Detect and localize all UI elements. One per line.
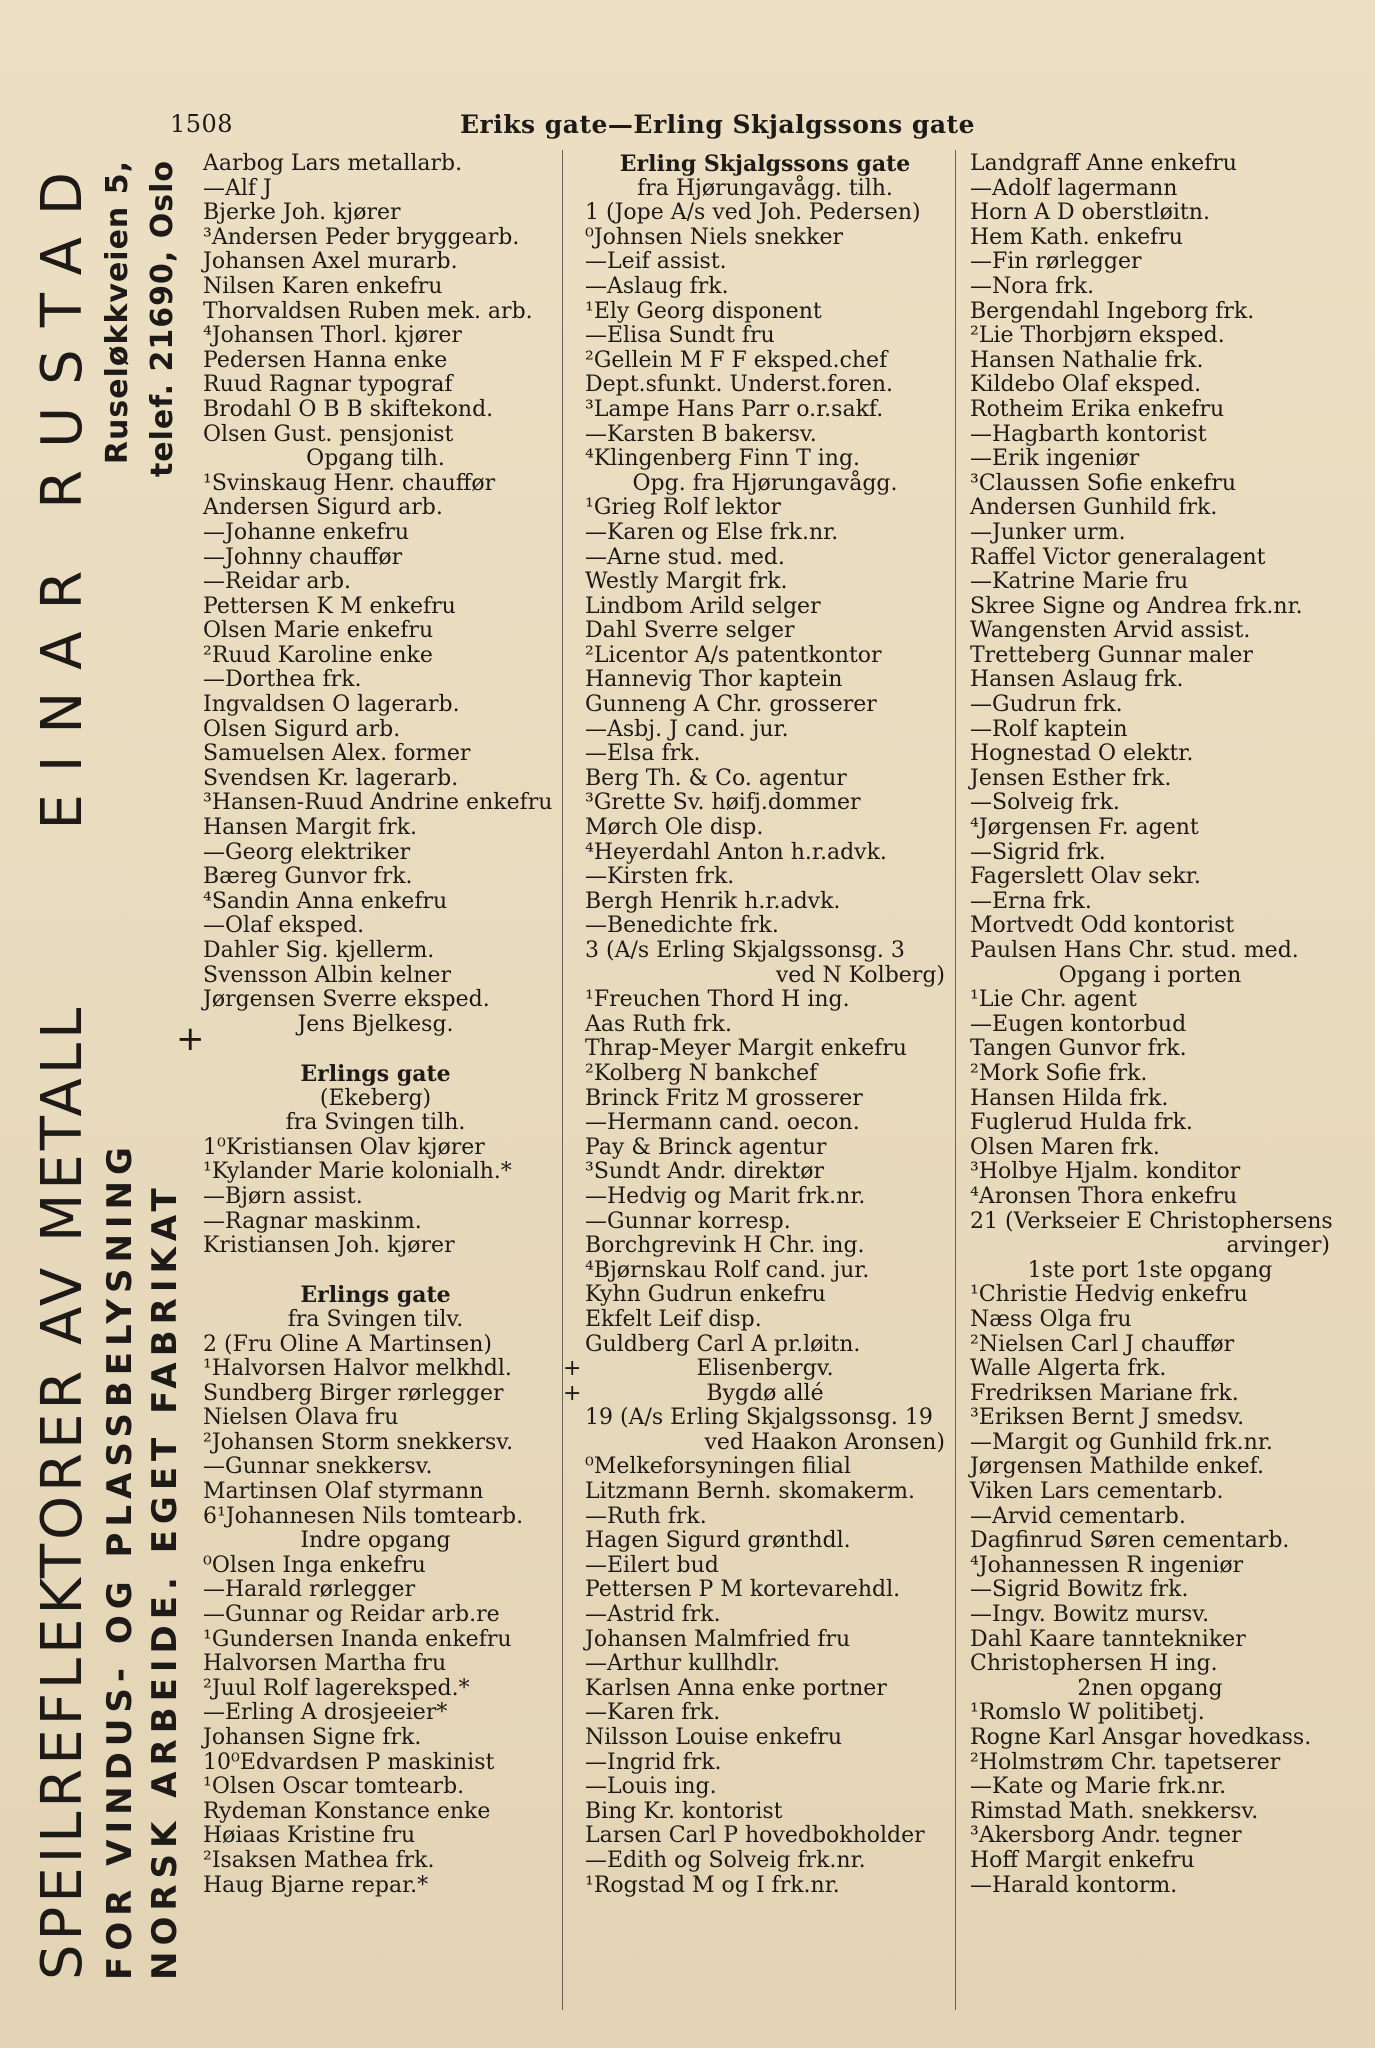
directory-entry: —Arne stud. med.: [585, 544, 785, 570]
directory-entry: ⁴Johannessen R ingeniør: [970, 1552, 1244, 1578]
directory-entry: Pettersen K M enkefru: [203, 593, 456, 619]
directory-entry: ⁴Klingenberg Finn T ing.: [585, 446, 861, 472]
directory-entry: Olsen Sigurd arb.: [203, 716, 401, 742]
directory-entry: Johansen Signe frk.: [203, 1725, 422, 1750]
directory-entry: —Gunnar korresp.: [585, 1208, 791, 1234]
directory-entry: Karlsen Anna enke portner: [585, 1675, 887, 1701]
directory-entry: —Gudrun frk.: [970, 692, 1123, 718]
directory-entry: Brinck Fritz M grosserer: [585, 1085, 863, 1111]
directory-entry: —Eugen kontorbud: [970, 1011, 1187, 1037]
ad-cross-mark: +: [176, 1019, 205, 1059]
directory-entry: Lindbom Arild selger: [585, 593, 821, 619]
directory-entry: Ingvaldsen O lagerarb.: [203, 692, 460, 718]
ad-sub2-right: telef. 21690, Oslo: [145, 160, 180, 478]
ad-sub1-right: Ruseløkkveien 5,: [100, 160, 135, 465]
column-1: [203, 151, 553, 1898]
directory-entry: Halvorsen Martha fru: [203, 1651, 447, 1677]
directory-entry: Rydeman Konstance enke: [203, 1798, 491, 1824]
running-head: Eriks gate—Erling Skjalgssons gate: [459, 110, 976, 139]
directory-entry: —Adolf lagermann: [970, 175, 1178, 201]
directory-entry: —Aslaug frk.: [585, 273, 729, 299]
directory-entry: Hannevig Thor kaptein: [585, 667, 843, 693]
directory-entry: Pettersen P M kortevarehdl.: [585, 1577, 901, 1603]
spacer: [203, 1259, 548, 1284]
street-heading: Erlings gate: [300, 1282, 451, 1309]
directory-entry: Johansen Axel murarb.: [203, 249, 458, 275]
directory-entry: ¹Halvorsen Halvor melkhdl.: [203, 1356, 512, 1382]
ad-main-right: EINAR RUSTAD: [30, 150, 95, 830]
directory-entry: ³Eriksen Bernt J smedsv.: [970, 1405, 1245, 1431]
directory-entry: (Ekeberg): [319, 1085, 432, 1111]
directory-entry: Elisenbergv. +: [563, 1356, 834, 1382]
directory-entry: Andersen Sigurd arb.: [203, 495, 443, 521]
column-2: [563, 151, 945, 1898]
directory-entry: ²Gellein M F F eksped.chef: [585, 347, 888, 373]
directory-entry: Næss Olga fru: [970, 1306, 1132, 1332]
directory-entry: Mørch Ole disp.: [585, 815, 764, 841]
directory-entry: Ekfelt Leif disp.: [585, 1306, 762, 1332]
directory-entry: —Ingv. Bowitz mursv.: [970, 1602, 1210, 1628]
directory-entry: ⁰Melkeforsyningen filial: [585, 1454, 851, 1480]
directory-entry: Westly Margit frk.: [585, 569, 788, 595]
directory-entry: 3 (A/s Erling Skjalgssonsg. 3: [585, 938, 905, 963]
directory-entry: 10⁰Edvardsen P maskinist: [203, 1749, 495, 1775]
directory-entry: ¹Rogstad M og I frk.nr.: [585, 1872, 840, 1898]
directory-entry: ¹Romslo W politibetj.: [970, 1700, 1205, 1726]
directory-entry: fra Hjørungavågg. tilh.: [637, 175, 893, 201]
directory-entry: ³Andersen Peder bryggearb.: [203, 224, 520, 250]
directory-entry: —Junker urm.: [970, 519, 1126, 545]
page-header: [170, 110, 1265, 146]
directory-entry: —Rolf kaptein: [970, 716, 1128, 742]
directory-entry: —Reidar arb.: [203, 569, 352, 595]
directory-entry: —Johnny chauffør: [203, 544, 403, 570]
directory-entry: Gunneng A Chr. grosserer: [585, 692, 877, 718]
directory-entry: ⁰Johnsen Niels snekker: [585, 224, 843, 250]
directory-entry: ²Holmstrøm Chr. tapetserer: [970, 1749, 1281, 1775]
page-number: 1508: [170, 110, 234, 138]
directory-entry: Rogne Karl Ansgar hovedkass.: [970, 1725, 1312, 1750]
directory-entry: Fuglerud Hulda frk.: [970, 1110, 1193, 1136]
directory-entry: —Olaf eksped.: [203, 913, 365, 939]
directory-entry: ved N Kolberg): [775, 962, 945, 988]
directory-entry: ¹Kylander Marie kolonialh.*: [203, 1159, 512, 1185]
directory-entry: ⁴Jørgensen Fr. agent: [970, 815, 1199, 841]
directory-entry: ved Haakon Aronsen): [704, 1429, 945, 1455]
directory-entry: fra Svingen tilv.: [287, 1306, 464, 1332]
directory-entry: ³Lampe Hans Parr o.r.sakf.: [585, 396, 884, 422]
directory-entry: —Benedichte frk.: [585, 913, 779, 939]
directory-entry: Rotheim Erika enkefru: [970, 396, 1225, 422]
directory-entry: Fredriksen Mariane frk.: [970, 1380, 1239, 1406]
directory-entry: Bjerke Joh. kjører: [203, 200, 401, 226]
directory-entry: —Johanne enkefru: [203, 519, 410, 545]
directory-entry: ¹Gundersen Inanda enkefru: [203, 1626, 512, 1652]
directory-entry: ⁴Johansen Thorl. kjører: [203, 323, 462, 349]
directory-entry: —Erna frk.: [970, 888, 1092, 914]
directory-entry: —Hermann cand. oecon.: [585, 1110, 860, 1136]
directory-entry: 21 (Verkseier E Christophersens: [970, 1208, 1333, 1234]
directory-entry: ¹Christie Hedvig enkefru: [970, 1282, 1248, 1308]
directory-entry: —Karen frk.: [585, 1700, 721, 1726]
street-heading: Erlings gate: [300, 1060, 451, 1087]
directory-entry: Hansen Margit frk.: [203, 815, 418, 841]
directory-entry: Wangensten Arvid assist.: [970, 618, 1251, 644]
directory-entry: Thorvaldsen Ruben mek. arb.: [203, 298, 533, 324]
directory-entry: —Ruth frk.: [585, 1503, 707, 1529]
directory-entry: Jørgensen Sverre eksped.: [203, 987, 490, 1013]
directory-entry: Hansen Aslaug frk.: [970, 667, 1184, 693]
directory-entry: —Sigrid frk.: [970, 839, 1106, 865]
directory-entry: Martinsen Olaf styrmann: [203, 1479, 484, 1505]
directory-entry: Pedersen Hanna enke: [203, 347, 448, 373]
directory-entry: Pay & Brinck agentur: [585, 1134, 827, 1160]
directory-entry: Bæreg Gunvor frk.: [203, 864, 413, 890]
directory-entry: ³Claussen Sofie enkefru: [970, 470, 1237, 496]
directory-entry: 1 (Jope A/s ved Joh. Pedersen): [585, 200, 921, 226]
directory-entry: Jørgensen Mathilde enkef.: [970, 1454, 1265, 1480]
directory-entry: Mortvedt Odd kontorist: [970, 913, 1235, 939]
directory-entry: —Fin rørlegger: [970, 249, 1142, 275]
directory-entry: ³Akersborg Andr. tegner: [970, 1823, 1242, 1849]
directory-entry: ³Sundt Andr. direktør: [585, 1159, 824, 1185]
directory-entry: ⁴Bjørnskau Rolf cand. jur.: [585, 1257, 870, 1283]
directory-entry: —Harald kontorm.: [970, 1872, 1178, 1898]
directory-entry: ³Grette Sv. høifj.dommer: [585, 790, 861, 816]
directory-entry: —Katrine Marie fru: [970, 569, 1189, 595]
directory-entry: —Edith og Solveig frk.nr.: [585, 1847, 866, 1873]
directory-entry: —Asbj. J cand. jur.: [585, 716, 789, 742]
directory-entry: Guldberg Carl A pr.løitn.: [585, 1331, 861, 1357]
side-advertisement: [20, 150, 195, 2000]
directory-entry: —Alf J: [203, 175, 272, 201]
directory-entry: Hansen Nathalie frk.: [970, 347, 1204, 373]
directory-entry: —Gunnar snekkersv.: [203, 1454, 433, 1480]
directory-entry: —Hedvig og Marit frk.nr.: [585, 1183, 866, 1209]
directory-entry: Sundberg Birger rørlegger: [203, 1380, 504, 1406]
directory-entry: Bing Kr. kontorist: [585, 1798, 783, 1824]
directory-entry: Raffel Victor generalagent: [970, 544, 1266, 570]
cross-mark: +: [563, 1380, 582, 1406]
directory-entry: —Elsa frk.: [585, 741, 701, 767]
directory-entry: Kristiansen Joh. kjører: [203, 1233, 455, 1259]
directory-entry: 2 (Fru Oline A Martinsen): [203, 1331, 492, 1357]
directory-entry: —Leif assist.: [585, 249, 727, 275]
directory-entry: Bergh Henrik h.r.advk.: [585, 888, 841, 914]
directory-entry: ²Mork Sofie frk.: [970, 1060, 1148, 1086]
column-rule-1: [562, 150, 563, 2010]
ad-main-left: SPEILREFLEKTORER AV METALL: [30, 1003, 95, 1980]
directory-entry: Opgang tilh.: [306, 446, 445, 472]
directory-entry: ¹Olsen Oscar tomtearb.: [203, 1774, 465, 1800]
directory-entry: Johansen Malmfried fru: [585, 1626, 851, 1652]
directory-entry: Hansen Hilda frk.: [970, 1085, 1169, 1111]
directory-entry: —Hagbarth kontorist: [970, 421, 1207, 447]
directory-entry: —Margit og Gunhild frk.nr.: [970, 1429, 1273, 1455]
directory-entry: 2nen opgang: [1077, 1675, 1223, 1701]
directory-entry: Hagen Sigurd grønthdl.: [585, 1528, 851, 1554]
directory-entry: Hoff Margit enkefru: [970, 1847, 1195, 1873]
directory-entry: ⁰Olsen Inga enkefru: [203, 1552, 426, 1578]
directory-entry: —Harald rørlegger: [203, 1577, 416, 1603]
directory-entry: ²Ruud Karoline enke: [203, 642, 433, 668]
directory-entry: Aarbog Lars metallarb.: [203, 151, 463, 176]
directory-entry: Walle Algerta frk.: [970, 1356, 1167, 1382]
directory-entry: ¹Freuchen Thord H ing.: [585, 987, 850, 1013]
directory-entry: Brodahl O B B skiftekond.: [203, 396, 494, 422]
directory-entry: ²Juul Rolf lagereksped.*: [203, 1675, 470, 1701]
directory-entry: Nielsen Olava fru: [203, 1405, 399, 1431]
directory-entry: Bygdø allé +: [563, 1380, 824, 1406]
directory-entry: Aas Ruth frk.: [585, 1011, 733, 1037]
directory-entry: ³Hansen-Ruud Andrine enkefru: [203, 790, 553, 816]
directory-entry: Horn A D oberstløitn.: [970, 200, 1210, 226]
directory-entry: Landgraff Anne enkefru: [970, 151, 1237, 176]
directory-entry: Thrap-Meyer Margit enkefru: [585, 1036, 907, 1062]
directory-entry: —Erik ingeniør: [970, 446, 1140, 472]
directory-entry: Jens Bjelkesg.: [297, 1011, 454, 1037]
directory-entry: —Kate og Marie frk.nr.: [970, 1774, 1227, 1800]
directory-entry: —Nora frk.: [970, 273, 1095, 299]
directory-entry: fra Svingen tilh.: [285, 1110, 466, 1136]
directory-entry: Høiaas Kristine fru: [203, 1823, 416, 1849]
directory-entry: ²Licentor A/s patentkontor: [585, 642, 882, 668]
directory-entry: Berg Th. & Co. agentur: [585, 765, 847, 791]
directory-entry: Opgang i porten: [1058, 962, 1242, 988]
directory-entry: ⁴Aronsen Thora enkefru: [970, 1183, 1238, 1209]
directory-entry: ¹Svinskaug Henr. chauffør: [203, 470, 496, 496]
directory-entry: Kildebo Olaf eksped.: [970, 372, 1202, 398]
directory-entry: Fagerslett Olav sekr.: [970, 864, 1201, 890]
directory-entry: Hognestad O elektr.: [970, 741, 1194, 767]
directory-entry: Litzmann Bernh. skomakerm.: [585, 1479, 915, 1505]
directory-entry: —Karen og Else frk.nr.: [585, 519, 839, 545]
spacer: [203, 1037, 548, 1062]
directory-entry: Svensson Albin kelner: [203, 962, 451, 988]
column-rule-2: [955, 150, 956, 2010]
directory-entry: Tretteberg Gunnar maler: [970, 642, 1253, 668]
directory-entry: —Kirsten frk.: [585, 864, 735, 890]
directory-entry: Olsen Marie enkefru: [203, 618, 434, 644]
directory-entry: —Georg elektriker: [203, 839, 411, 865]
directory-entry: —Louis ing.: [585, 1774, 717, 1800]
directory-entry: Svendsen Kr. lagerarb.: [203, 765, 459, 791]
directory-entry: Ruud Ragnar typograf: [203, 372, 453, 398]
directory-entry: —Karsten B bakersv.: [585, 421, 817, 447]
directory-entry: ⁴Heyerdahl Anton h.r.advk.: [585, 839, 887, 865]
directory-entry: —Arthur kullhdlr.: [585, 1651, 781, 1677]
directory-entry: ¹Lie Chr. agent: [970, 987, 1137, 1013]
directory-entry: —Solveig frk.: [970, 790, 1120, 816]
directory-entry: Andersen Gunhild frk.: [970, 495, 1218, 521]
directory-entry: arvinger): [1226, 1233, 1330, 1259]
directory-entry: ¹Ely Georg disponent: [585, 298, 822, 324]
directory-entry: Rimstad Math. snekkersv.: [970, 1798, 1259, 1824]
directory-entry: 1ste port 1ste opgang: [1027, 1257, 1273, 1283]
directory-entry: ²Kolberg N bankchef: [585, 1060, 818, 1086]
directory-entry: —Sigrid Bowitz frk.: [970, 1577, 1189, 1603]
directory-entry: Skree Signe og Andrea frk.nr.: [970, 593, 1303, 619]
directory-entry: ²Nielsen Carl J chauffør: [970, 1331, 1235, 1357]
directory-entry: —Dorthea frk.: [203, 667, 362, 693]
directory-entry: —Eilert bud: [585, 1552, 719, 1578]
ad-sub2-left: NORSK ARBEIDE. EGET FABRIKAT: [145, 1182, 185, 1980]
directory-entry: ²Isaksen Mathea frk.: [203, 1847, 435, 1873]
directory-entry: 1⁰Kristiansen Olav kjører: [203, 1134, 485, 1160]
directory-entry: ³Holbye Hjalm. konditor: [970, 1159, 1241, 1185]
directory-entry: ²Lie Thorbjørn eksped.: [970, 323, 1225, 349]
directory-entry: Nilsson Louise enkefru: [585, 1725, 843, 1750]
directory-entry: —Erling A drosjeeier*: [203, 1700, 448, 1726]
directory-entry: —Elisa Sundt fru: [585, 323, 775, 349]
directory-entry: ²Johansen Storm snekkersv.: [203, 1429, 514, 1455]
directory-entry: Hem Kath. enkefru: [970, 224, 1183, 250]
directory-entry: —Bjørn assist.: [203, 1183, 363, 1209]
directory-entry: Viken Lars cementarb.: [970, 1479, 1224, 1505]
directory-entry: Olsen Gust. pensjonist: [203, 421, 454, 447]
directory-entry: Dahler Sig. kjellerm.: [203, 938, 435, 963]
directory-entry: Haug Bjarne repar.*: [203, 1872, 429, 1898]
directory-entry: 6¹Johannesen Nils tomtearb.: [203, 1503, 524, 1529]
directory-entry: Borchgrevink H Chr. ing.: [585, 1233, 865, 1259]
column-3: [970, 151, 1333, 1898]
directory-entry: —Astrid frk.: [585, 1602, 721, 1628]
directory-entry: Opg. fra Hjørungavågg.: [632, 470, 898, 496]
directory-entry: Dahl Kaare tanntekniker: [970, 1626, 1246, 1652]
street-heading: Erling Skjalgssons gate: [619, 151, 911, 177]
directory-entry: —Gunnar og Reidar arb.re: [203, 1602, 500, 1628]
directory-entry: ¹Grieg Rolf lektor: [585, 495, 782, 521]
directory-entry: Dept.sfunkt. Underst.foren.: [585, 372, 894, 398]
directory-entry: Kyhn Gudrun enkefru: [585, 1282, 826, 1308]
directory-entry: Olsen Maren frk.: [970, 1134, 1160, 1160]
directory-entry: Samuelsen Alex. former: [203, 741, 471, 767]
directory-entry: Larsen Carl P hovedbokholder: [585, 1823, 925, 1849]
directory-entry: —Arvid cementarb.: [970, 1503, 1186, 1529]
directory-entry: Nilsen Karen enkefru: [203, 273, 443, 299]
directory-entry: Paulsen Hans Chr. stud. med.: [970, 938, 1299, 963]
directory-entry: Tangen Gunvor frk.: [970, 1036, 1187, 1062]
directory-entry: ⁴Sandin Anna enkefru: [203, 888, 448, 914]
directory-entry: Indre opgang: [300, 1528, 451, 1554]
directory-entry: Bergendahl Ingeborg frk.: [970, 298, 1255, 324]
directory-entry: 19 (A/s Erling Skjalgssonsg. 19: [585, 1405, 933, 1431]
directory-entry: Dagfinrud Søren cementarb.: [970, 1528, 1290, 1554]
ad-sub1-left: FOR VINDUS- OG PLASSBELYSNING: [100, 1141, 140, 1980]
directory-entry: Jensen Esther frk.: [970, 765, 1172, 791]
directory-entry: —Ragnar maskinm.: [203, 1208, 422, 1234]
directory-entry: —Ingrid frk.: [585, 1749, 722, 1775]
directory-entry: Dahl Sverre selger: [585, 618, 795, 644]
cross-mark: +: [563, 1356, 582, 1382]
directory-entry: Christophersen H ing.: [970, 1651, 1218, 1677]
